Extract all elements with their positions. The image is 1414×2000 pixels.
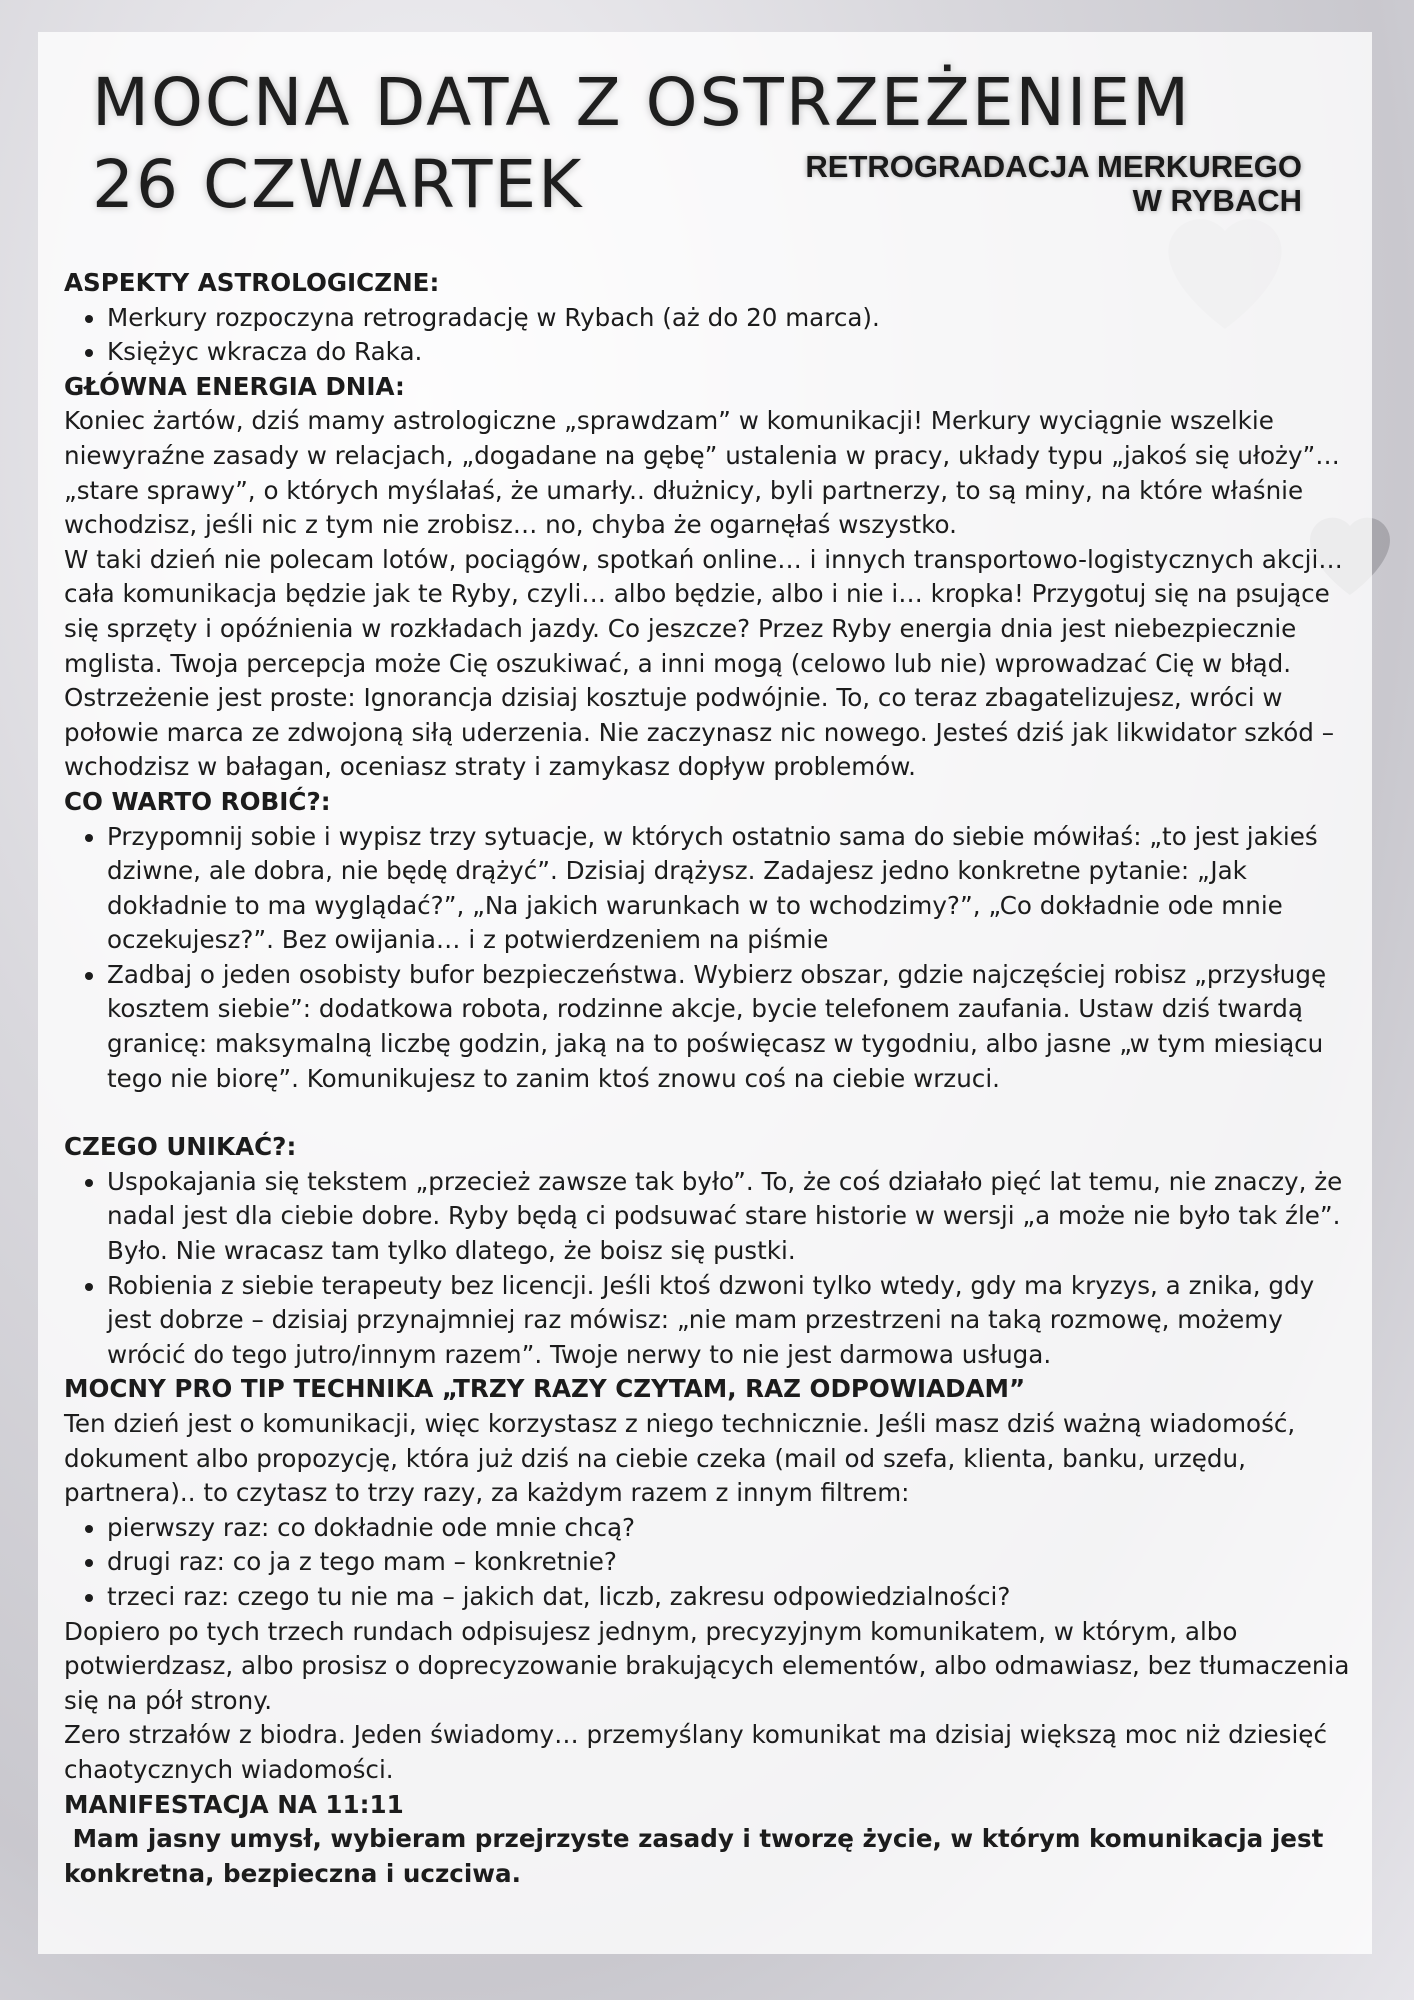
manifest-heading: MANIFESTACJA NA 11:11 bbox=[64, 1789, 404, 1819]
protip-list bbox=[64, 1511, 1354, 1615]
energy-paragraph: Ostrzeżenie jest proste: Ignorancja dzisiaj kosztuje podwójnie. To, co teraz zbagatelizujesz, wróci w połowie marca ze zdwojoną siłą uderzenia. Nie zaczynasz nic nowego. Jesteś dziś jak likwidator szkód – wchodzisz w bałagan, oceniasz straty i zamykasz dopływ problemów. bbox=[64, 683, 1335, 782]
manifest-text: Mam jasny umysł, wybieram przejrzyste zasady i tworzę życie, w którym komunikacja jest konkretna, bezpieczna i uczciwa. bbox=[64, 1824, 1332, 1888]
aspects-list bbox=[64, 301, 1354, 370]
subtitle-line: RETROGRADACJA MERKUREGO bbox=[805, 149, 1302, 184]
todo-list bbox=[64, 820, 1354, 1097]
energy-paragraph: W taki dzień nie polecam lotów, pociągów, spotkań online… i innych transportowo-logistycznych akcji… cała komunikacja będzie jak te Ryby, czyli… albo będzie, albo i nie i… kropka! Przygotuj się na psujące się sprzęty i opóźnienia w rozkładach jazdy. Co jeszcze? Przez Ryby energia dnia jest niebezpiecznie mglista. Twoja percepcja może Cię oszukiwać, a inni mogą (celowo lub nie) wprowadzać Cię w błąd. bbox=[64, 544, 1343, 678]
list-item: • trzeci raz: czego tu nie ma – jakich dat, liczb, zakresu odpowiedzialności? bbox=[107, 1580, 1354, 1615]
article-body bbox=[64, 266, 1354, 1891]
aspects-heading: ASPEKTY ASTROLOGICZNE: bbox=[64, 268, 440, 297]
list-item: • pierwszy raz: co dokładnie ode mnie chcą? bbox=[107, 1511, 1354, 1546]
list-item: • Księżyc wkracza do Raka. bbox=[107, 335, 1354, 370]
avoid-list bbox=[64, 1165, 1354, 1373]
energy-paragraph: Koniec żartów, dziś mamy astrologiczne „sprawdzam” w komunikacji! Merkury wyciągnie wszelkie niewyraźne zasady w relacjach, „dogadane na gębę” ustalenia w pracy, układy typu „jakoś się ułoży”… „stare sprawy”, o których myślałaś, że umarły.. dłużnicy, byli partnerzy, to są miny, na które właśnie wchodzisz, jeśli nic z tym nie zrobisz… no, chyba że ogarnęłaś wszystko. bbox=[64, 406, 1340, 540]
protip-paragraph: Zero strzałów z biodra. Jeden świadomy… przemyślany komunikat ma dzisiaj większą moc niż dziesięć chaotycznych wiadomości. bbox=[64, 1720, 1327, 1784]
spacer bbox=[64, 1096, 1354, 1130]
avoid-heading: CZEGO UNIKAĆ?: bbox=[64, 1132, 297, 1162]
protip-heading: MOCNY PRO TIP TECHNIKA „TRZY RAZY CZYTAM, RAZ ODPOWIADAM” bbox=[64, 1374, 1026, 1404]
title-line: MOCNA DATA Z OSTRZEŻENIEM bbox=[92, 64, 1192, 141]
list-item: • Merkury rozpoczyna retrogradację w Rybach (aż do 20 marca). bbox=[107, 301, 1354, 336]
protip-intro: Ten dzień jest o komunikacji, więc korzystasz z niego technicznie. Jeśli masz dziś ważną wiadomość, dokument albo propozycję, która już dziś na ciebie czeka (mail od szefa, klienta, banku, urzędu, partnera).. to czytasz to trzy razy, za każdym razem z innym filtrem: bbox=[64, 1409, 1296, 1508]
list-item: • Przypomnij sobie i wypisz trzy sytuacje, w których ostatnio sama do siebie mówiłaś: „to jest jakieś dziwne, ale dobra, nie będę drążyć”. Dzisiaj drążysz. Zadajesz jedno konkretne pytanie: „Jak dokładnie to ma wyglądać?”, „Na jakich warunkach w to wchodzimy?”, „Co dokładnie ode mnie oczekujesz?”. Bez owijania… i z potwierdzeniem na piśmie bbox=[107, 820, 1354, 958]
energy-heading: GŁÓWNA ENERGIA DNIA: bbox=[64, 371, 405, 401]
subtitle-line: W RYBACH bbox=[1132, 183, 1302, 218]
list-item: • Zadbaj o jeden osobisty bufor bezpieczeństwa. Wybierz obszar, gdzie najczęściej robisz „przysługę kosztem siebie”: dodatkowa robota, rodzinne akcje, bycie telefonem zaufania. Ustaw dziś twardą granicę: maksymalną liczbę godzin, jaką na to poświęcasz w tygodniu, albo jasne „w tym miesiącu tego nie biorę”. Komunikujesz to zanim ktoś znowu coś na ciebie wrzuci. bbox=[107, 958, 1354, 1096]
todo-heading: CO WARTO ROBIĆ?: bbox=[64, 786, 331, 816]
title-line: 26 CZWARTEK bbox=[92, 146, 584, 223]
list-item: • drugi raz: co ja z tego mam – konkretnie? bbox=[107, 1545, 1354, 1580]
protip-paragraph: Dopiero po tych trzech rundach odpisujesz jednym, precyzyjnym komunikatem, w którym, albo potwierdzasz, albo prosisz o doprecyzowanie brakujących elementów, albo odmawiasz, bez tłumaczenia się na pół strony. bbox=[64, 1616, 1350, 1715]
page-subtitle bbox=[805, 150, 1302, 218]
list-item: • Robienia z siebie terapeuty bez licencji. Jeśli ktoś dzwoni tylko wtedy, gdy ma kryzys, a znika, gdy jest dobrze – dzisiaj przynajmniej raz mówisz: „nie mam przestrzeni na taką rozmowę, możemy wrócić do tego jutro/innym razem”. Twoje nerwy to nie jest darmowa usługa. bbox=[107, 1269, 1354, 1373]
list-item: • Uspokajania się tekstem „przecież zawsze tak było”. To, że coś działało pięć lat temu, nie znaczy, że nadal jest dla ciebie dobre. Ryby będą ci podsuwać stare historie w wersji „a może nie było tak źle”. Było. Nie wracasz tam tylko dlatego, że boisz się pustki. bbox=[107, 1165, 1354, 1269]
